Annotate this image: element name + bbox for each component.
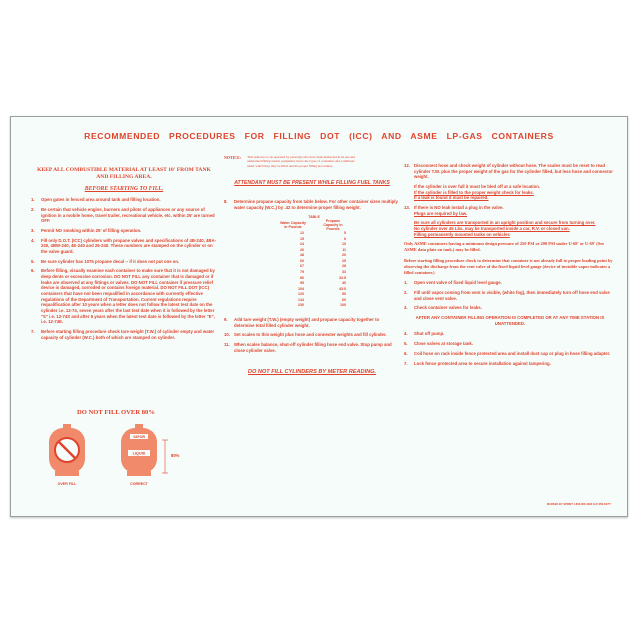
item-12: 12. Disconnect hose and check weight of cylinder without hose. The scales must be reset to read cylinder T.W. plus the proper weight of the gas for the cylinder filled, but less hose and connector weight. xyxy=(404,163,613,180)
manufacturer-footer: MARKED BY SPRINT 1-800-806-4936 CLP-DW-DOT? xyxy=(546,503,611,506)
water-capacity-cell: 15 xyxy=(300,236,304,241)
water-capacity-cell: 230 xyxy=(298,303,304,308)
before-starting-list xyxy=(31,197,217,340)
water-capacity-cell: 95 xyxy=(300,281,304,286)
right-column xyxy=(404,153,616,370)
vapor-label: VAPOR xyxy=(133,435,145,439)
asme-steps xyxy=(404,280,616,311)
closing-step-5: 5. Close valves at storage tank. xyxy=(404,341,473,347)
keep-combustible-heading: KEEP ALL COMBUSTIBLE MATERIAL AT LEAST 10' FROM TANK AND FILLING AREA. xyxy=(37,167,211,181)
water-capacity-header: Water Capacity In Pounds xyxy=(280,220,306,229)
before-step-3: 3. Permit NO smoking within 25' of filling operation. xyxy=(31,227,142,233)
propane-capacity-cell: 33.5 xyxy=(339,275,346,280)
propane-capacity-cell: 10 xyxy=(342,242,346,247)
meter-warning: DO NOT FILL CYLINDERS BY METER READING. xyxy=(247,369,377,376)
water-capacity-cell: 24 xyxy=(300,242,304,247)
water-capacity-cell: 12 xyxy=(300,231,304,236)
vehicle-tanks-heading: Filling permanently mounted tanks on vehicles xyxy=(414,231,510,237)
propane-capacity-cell: 100 xyxy=(340,303,346,308)
eighty-percent-label: 80% xyxy=(171,453,180,458)
procedures-sign xyxy=(10,116,628,517)
overfill-cylinder xyxy=(49,424,85,486)
notice-label: NOTICE: xyxy=(224,155,242,160)
attendant-warning: ATTENDANT MUST BE PRESENT WHILE FILLING FUEL TANKS xyxy=(234,180,390,187)
water-capacity-cell: 79 xyxy=(300,269,304,274)
item-13-law: Plugs are required by law. xyxy=(414,210,468,216)
left-column xyxy=(31,153,217,344)
asme-step-2: 2. Fill until vapor coming from vent is visible, (white fog), then immediately turn off hose end valve and close vent valve. xyxy=(404,290,610,301)
water-capacity-cell: 144 xyxy=(298,297,304,302)
table-row xyxy=(274,303,354,309)
before-step-6: 6. Before filling, visually examine each container to make sure that it is not damaged by deep dents or excessive corrosion. DO NOT FILL any container that is damaged or if leaks are observed at any fittings or valves. DO NOT FILL container if pressure relief device is damaged, corroded or contains foreign material. DO NOT FILL DOT (ICC) containers that have not been requalified in accordance with currently effective regulations of the Department of Transportation. Current regulations require requalification after 10 years when a letter does not follow the latest test date on the cylinder i.e. 12-74, seven years after the last test date when it is followed by the letter "S" i.e. 12-74S and after 5 years when the latest test date is followed by the letter "E", i.e. 12-74E. xyxy=(31,268,215,325)
water-capacity-cell: 120 xyxy=(298,292,304,297)
transport-upright: Be sure all cylinders are transported in an upright position and secure from turning over. xyxy=(414,220,596,226)
notice-block xyxy=(224,155,400,168)
propane-capacity-cell: 60 xyxy=(342,297,346,302)
asme-step-3: 3. Check container valves for leaks. xyxy=(404,305,482,311)
water-capacity-cell: 60 xyxy=(300,258,304,263)
propane-capacity-cell: 28 xyxy=(342,264,346,269)
before-asme-paragraph: Before starting filling procedure check to determine that container is not already full to proper loading point by observing the discharge from the vent valve of the fixed liquid level gauge (device of invisible vapor indicates a filled container.) xyxy=(404,258,613,275)
propane-capacity-cell: 6 xyxy=(344,236,346,241)
propane-capacity-cell: 33 xyxy=(342,269,346,274)
water-capacity-cell: 104 xyxy=(298,286,304,291)
before-step-5: 5. Be sure cylinder has 1075 propane decal -- if it does not put one on. xyxy=(31,258,180,264)
notice-text: This station is to be operated by person(s) who have been instructed in its use and understand filling station equipment, know the types of containers and conditions under which they may be filled and the proper filling procedures. xyxy=(247,155,355,168)
before-starting-heading: BEFORE STARTING TO FILL. xyxy=(84,185,164,192)
water-capacity-cell: 80 xyxy=(300,275,304,280)
item-13: 13. If there is NO leak install a plug in the valve. xyxy=(404,205,504,211)
water-capacity-cell: 26 xyxy=(300,247,304,252)
transport-limit: No cylinder over 45 Lbs. may be transported inside a car, R.V. or closed van. xyxy=(414,226,570,232)
propane-capacity-cell: 11 xyxy=(342,247,346,252)
do-not-fill-over-80-heading: DO NOT FILL OVER 80% xyxy=(77,409,155,416)
over-fill-label: OVER FILL xyxy=(57,482,77,486)
propane-capacity-cell: 5 xyxy=(344,231,346,236)
item-8: 8. Determine propane capacity from table below. For other container sizes multiply water capacity (W.C.) by .42 to determine proper filling weight. xyxy=(224,199,398,210)
item-10: 10. Set scales to this weight plus hose and connecter weights and fill cylinder. xyxy=(224,332,387,338)
before-step-7: 7. Before starting filling procedure check tare weight (T.W.) of cylinder empty and water capacity of cylinder (W.C.) both of which are stamped on cylinder. xyxy=(31,328,215,340)
capacity-table xyxy=(274,215,354,309)
closing-step-6: 6. Coil hose on rack inside fence protected area and install dust cap or plug in hose filling adapter. xyxy=(404,350,611,356)
sign-title: RECOMMENDED PROCEDURES FOR FILLING DOT (ICC) AND ASME LP-GAS CONTAINERS xyxy=(84,131,554,141)
table-title: TABLE xyxy=(308,214,320,219)
water-capacity-cell: 67 xyxy=(300,264,304,269)
liquid-label: LIQUID xyxy=(132,451,146,456)
propane-capacity-cell: 43.5 xyxy=(339,286,346,291)
after-filling-heading: AFTER ANY CONTAINER FILLING OPERATION IS COMPLETED OR AT ANY TIME STATION IS UNATTENDED. xyxy=(415,315,605,326)
propane-capacity-cell: 20 xyxy=(342,253,346,258)
propane-capacity-header: Propane Capacity In Pounds xyxy=(323,218,343,231)
water-capacity-cell: 48 xyxy=(300,253,304,258)
closing-step-4: 4. Shut off pump. xyxy=(404,331,445,337)
asme-paragraph: Only ASME containers having a minimum design pressure of 250 PSI or 200 PSI under U-68' or U-69' (See ASME data plate on tank.) may be filled. xyxy=(404,241,605,253)
closing-steps xyxy=(404,331,616,366)
propane-capacity-cell: 50 xyxy=(342,292,346,297)
cylinder-diagram xyxy=(31,413,196,491)
closing-step-7: 7. Lock fence protected area to secure installation against tampering. xyxy=(404,360,551,366)
item-12-overfull: If the cylinder is over full it must be bled off at a safe location. xyxy=(414,184,541,190)
propane-capacity-cell: 25 xyxy=(342,258,346,263)
item-11: 11. When scales balance, shut-off cylinder filling hose end valve. Stop pump and close cylinder valve. xyxy=(224,341,392,353)
before-step-2: 2. Be certain that vehicle engine, burners and pilots of appliances or any source of ignition in a mobile home, travel trailer, recreational vehicle, etc. within 25' are turned OFF. xyxy=(31,206,215,224)
asme-step-1: 1. Open vent valve of fixed liquid level gauge. xyxy=(404,280,502,286)
item-9: 9. Add tare weight (T.W.) (empty weight) and propane capacity together to determine total filled cylinder weight. xyxy=(224,316,380,328)
correct-cylinder xyxy=(121,424,180,486)
before-step-1: 1. Open gates in fenced area around tank and filling location. xyxy=(31,197,161,203)
correct-label: CORRECT xyxy=(130,482,148,486)
propane-capacity-cell: 40 xyxy=(342,281,346,286)
item-12-check: If the cylinder is filled to the proper weight check for leaks. xyxy=(414,189,534,195)
item-12-leak: If a leak is found it must be repaired. xyxy=(414,195,489,201)
middle-column xyxy=(224,153,400,377)
before-step-4: 4. Fill only D.O.T. (ICC) cylinders with propane valves and specifications of 4B-240, 4BA-240, 4BW-240, 4E-240 and 26-240. These numbers are stamped on the cylinder or on the valve guard. xyxy=(31,237,217,254)
